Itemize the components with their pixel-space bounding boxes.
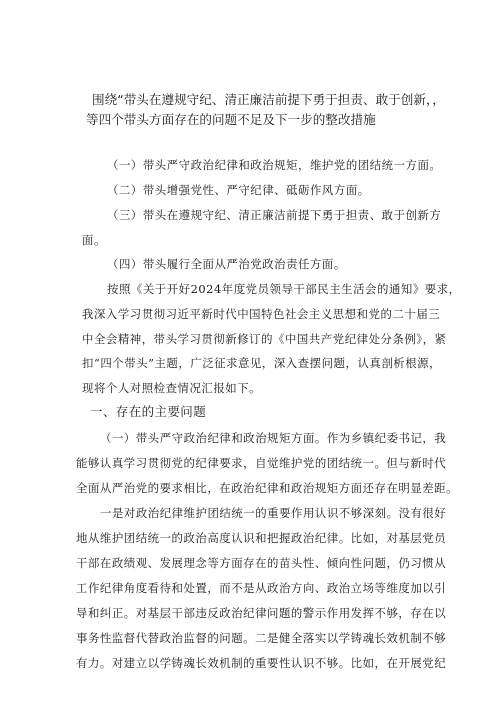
toc-item-3: （三）带头在遵规守纪、清正廉洁前提下勇于担责、敢于创新方 [107,208,442,222]
body-line: （一）带头严守政治纪律和政治规矩方面。作为乡镇纪委书记，我 [100,431,447,445]
body-line: 工作纪律角度看待和处置，而不是从政治方向、政治立场等维度加以引 [76,581,447,595]
body-line: 全面从严治党的要求相比，在政治纪律和政治规矩方面还存在明显差距。 [76,481,459,495]
intro-line: 中全会精神，带头学习贯彻新修订的《中国共产党纪律处分条例》，紧 [82,332,447,346]
toc-item-4: （四）带头履行全面从严治党政治责任方面。 [107,257,346,271]
toc-item-2: （二）带头增强党性、严守纪律、砥砺作风方面。 [107,183,370,197]
body-line: 能够认真学习贯彻党的纪律要求，自觉维护党的团结统一。但与新时代 [76,456,447,470]
intro-line: 按照《关于开好2024年度党员领导干部民主生活会的通知》要求， [107,282,461,296]
toc-item-3-cont: 面。 [82,233,106,247]
title-line-1: 围绕“带头在遵规守纪、清正廉洁前提下勇于担责、敢于创新，， [92,92,445,107]
intro-line: 我深入学习贯彻习近平新时代中国特色社会主义思想和党的二十届三 [82,307,441,321]
body-line: 有力。对建立以学铸魂长效机制的重要性认识不够。比如，在开展党纪 [76,656,447,670]
body-line: 干部在政绩观、发展理念等方面存在的苗头性、倾向性问题，仍习惯从 [76,556,447,570]
body-line: 地从维护团结统一的政治高度认识和把握政治纪律。比如，对基层党员 [76,531,447,545]
body-line: 一是对政治纪律维护团结统一的重要作用认识不够深刻。没有很好 [100,506,447,520]
intro-line: 扣“四个带头”主题，广泛征求意见，深入查摆问题，认真剖析根源， [82,356,442,370]
body-line: 导和纠正。对基层干部违反政治纪律问题的警示作用发挥不够，存在以 [76,606,447,620]
section-heading: 一、存在的主要问题 [90,404,207,419]
body-line: 事务性监督代替政治监督的问题。二是健全落实以学铸魂长效机制不够 [76,631,447,645]
title-line-2: 等四个带头方面存在的问题不足及下一步的整改措施 [86,112,376,127]
intro-line: 现将个人对照检查情况汇报如下。 [82,381,262,395]
document-title [86,90,466,130]
toc-item-1: （一）带头严守政治纪律和政治规矩，维护党的团结统一方面。 [107,158,442,172]
